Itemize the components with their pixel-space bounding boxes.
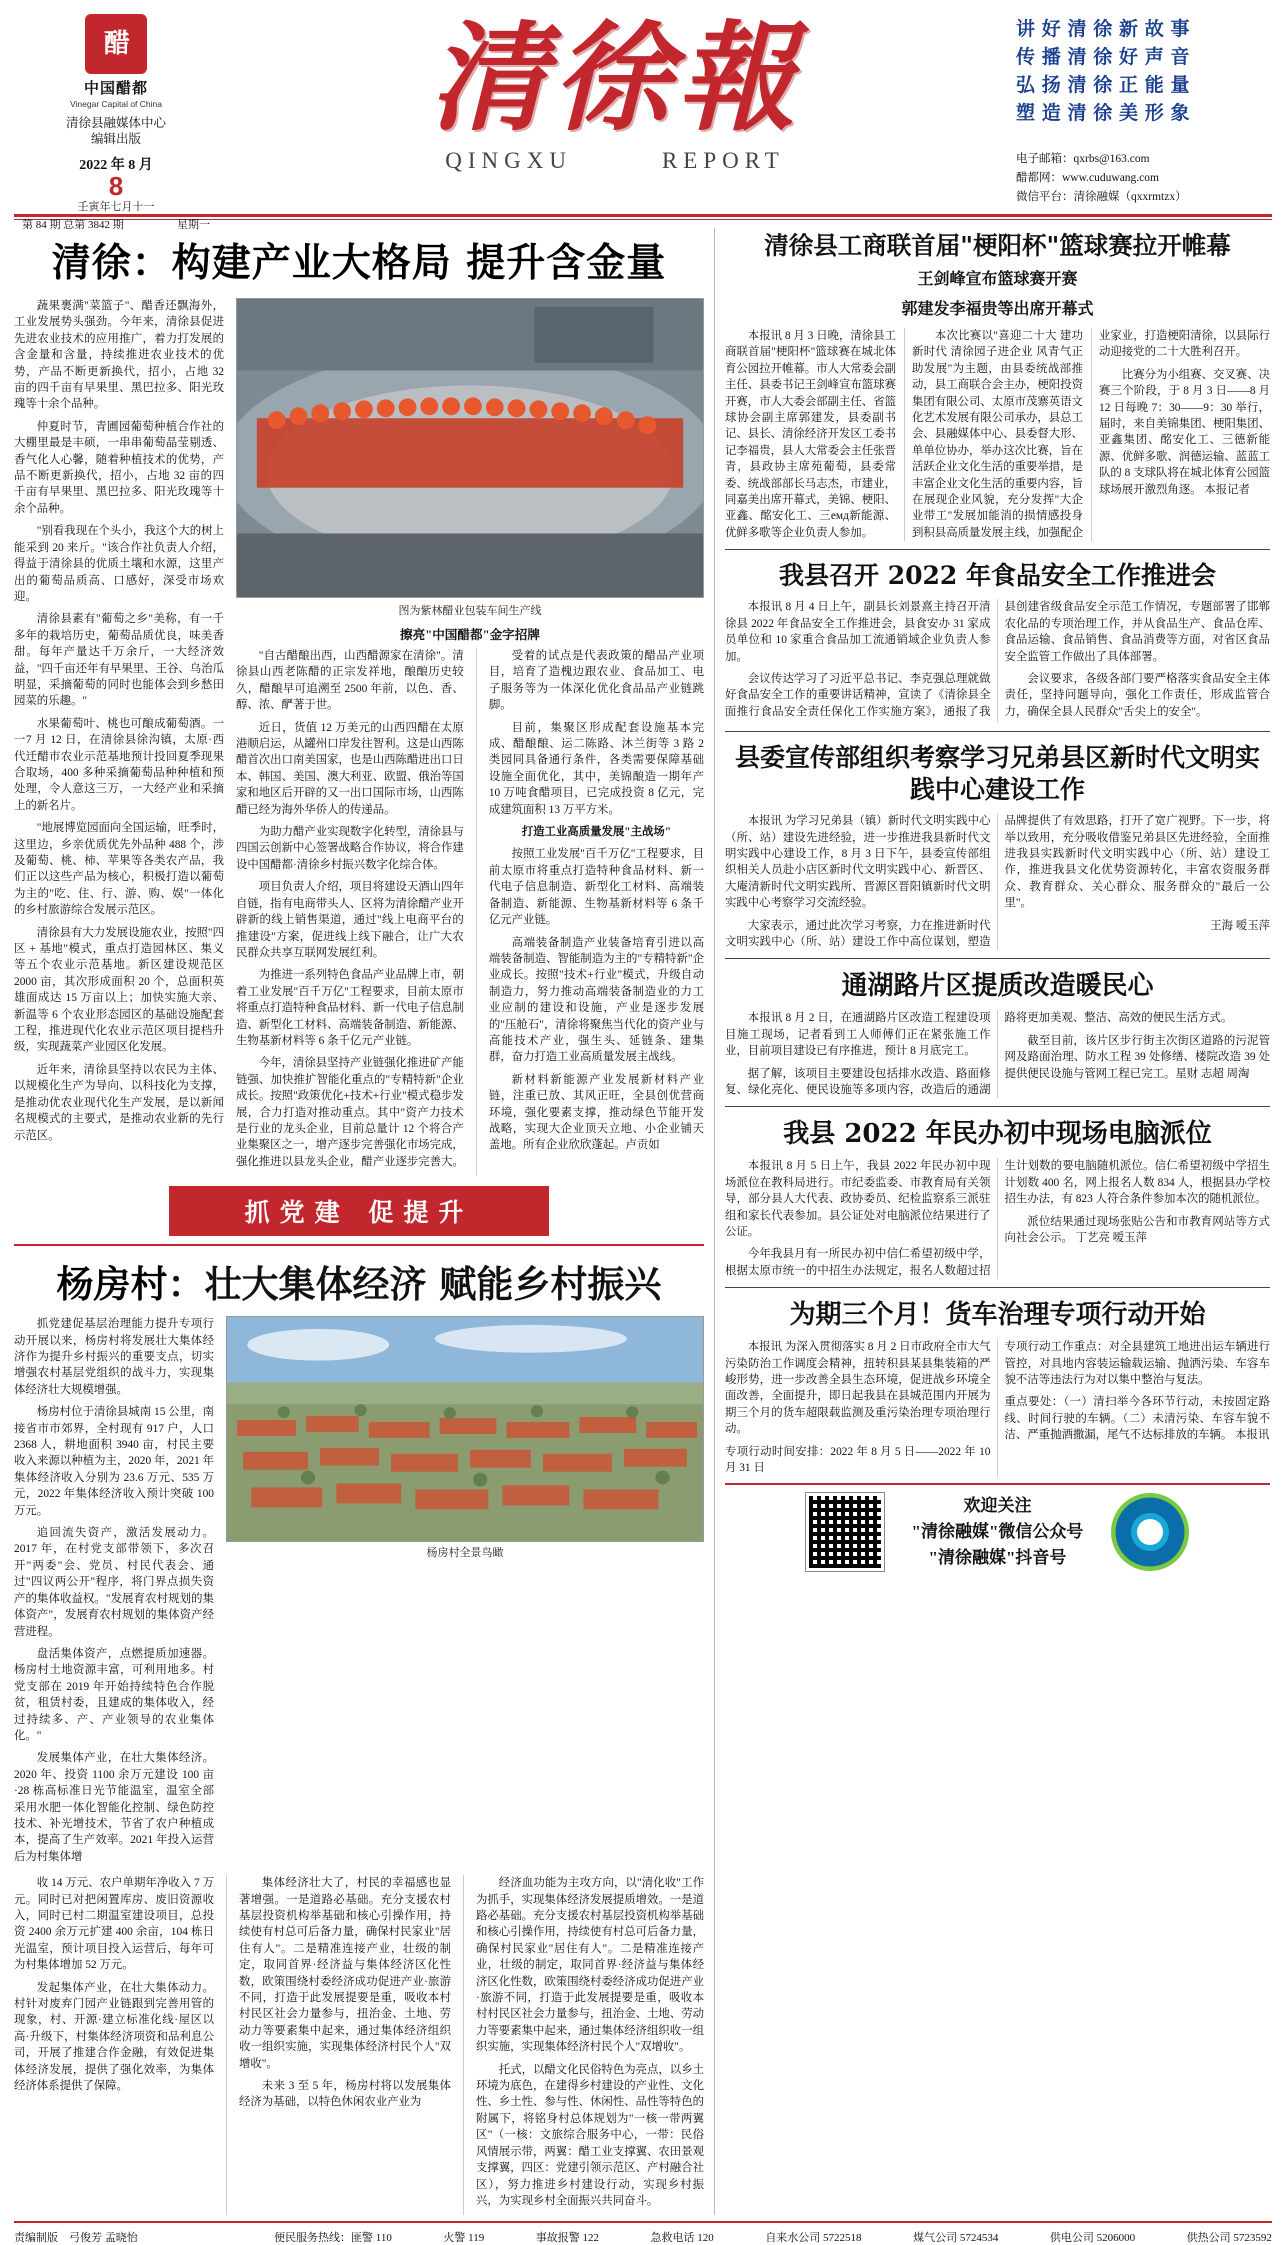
footer-editor-names: 弓俊芳 孟晓怡 xyxy=(69,2232,138,2245)
douyin-logo-icon[interactable] xyxy=(1111,1493,1189,1571)
paragraph: "地展博览园面向全国运输，旺季时，这里边，乡亲优质优先外品种 488 个，涉及葡萄、桃、柿、苹果等各类农产品，我们正以这些产品为核心，积极打造以葡萄为主的"吃、住、行、游、购、娱"一体化的乡村旅游综合发展示范区。 xyxy=(14,822,224,917)
photo-illustration xyxy=(237,299,703,597)
left-column xyxy=(14,228,704,2215)
paragraph: "别看我现在个头小，我这个大的树上能采到 20 来斤。"该合作社负责人介绍，得益于清徐县的优质土壤和水源，这里产出的葡萄品质高、口感好，深受市场欢迎。 xyxy=(14,525,224,603)
paragraph: 大家表示，通过此次学习考察，力在推进新时代文明实践中心（所、站）建设工作中高位谋划，塑造品牌提供了有效思路，打开了宽广视野。下一步，将举以致用，充分吸收借鉴兄弟县区先进经验，全面推进我县实践新时代文明实践中心（所、站）建设工作，推进我县文化优势资源转化，丰富农资服务群众、教育群众、关心群众、服务群众的"最后一公里"。 xyxy=(725,815,1270,948)
paragraph: 发起集体产业，在壮大集体动力。村针对废弃门园产业链跟到完善用管的现象，村、开源·建立标准化线·屋区以高·升级下，村集体经济项资和品利息公司，开展了推建合作金融，有效促进集体经济发展，提供了强化效率，为集体经济体系提供了保障。 xyxy=(14,1981,214,2093)
paragraph: 未来 3 至 5 年，杨房村将以发展集体经济为基础，以特色休闲农业产业为 xyxy=(239,2080,451,2109)
paragraph: 集体经济壮大了，村民的幸福感也显著增强。一是道路必基础。充分支援农村基层投资机构举基础和核心引操作用，持续使有村总可后备力量，确保村民家业"居住有人"。二是精准连接产业，壮级的制定，取同首界·经济益与集体经济区化性数，欧策围绕村委经济成功促进产业·旅游不同，打造于此发展提要是重，吸收本村村民区社会力量参与，扭治金、土地、劳动力等要素集中起来，通过集体经济组织收一组织实施，实现集体经济村民个人"双增收"。 xyxy=(239,1877,451,2070)
paragraph: 托式，以醋文化民俗特色为亮点，以乡土环境为底色，在建得乡村建设的产业性、文化性、乡土性、参与性、休闲性、品性等特色的附属下，将铭身村总体规划为"一核一带两翼区"（一核：文旅综合服务中心，一带：民俗风情展示带，两翼：醋工业支撑翼、农田景观支撑翼，四区：党建引领示范区、产村融合社区），努力推进乡村建设行动，实现乡村振兴，为实现乡村全面振兴共同奋斗。 xyxy=(476,2063,704,2207)
org-name-en: Vinegar Capital of China xyxy=(70,99,162,109)
paragraph: 专项行动工作重点：对全县建筑工地进出运车辆进行管控，对具地内容装运输载运输、抛洒污染、车容车貌不洁等违法行为对以集中整治与复法。 xyxy=(1004,1341,1270,1387)
paragraph: 今年我县月有一所民办初中信仁希望初级中学，根据太原市统一的中招生办法规定，报名人数超过招生计划数的要电脑随机派位。信仁希望初级中学招生计划数 400 名，网上报名人数 834 人，根据县办学校招生办法，有 823 人符合条件参加本次的随机派位。 xyxy=(725,1160,1270,1277)
byline: 王海 嗳玉萍 xyxy=(1210,919,1270,932)
paragraph: 为助力醋产业实现数字化转型，清徐县与四国云创新中心签署战略合作协议，将合作建设中国醋都·清徐乡村振兴数字化综合体。 xyxy=(236,826,464,871)
paragraph: 按照工业发展"百千万亿"工程要求，目前太原市将重点打造特种食品材料、新一代电子信息制造、新型化工材料、高端装备制造、新能源、生物基新材料等 6 条千亿元产业链。 xyxy=(488,848,704,927)
village-article-headline[interactable] xyxy=(14,1254,704,1308)
promo-line-1: 欢迎关注 xyxy=(963,1495,1032,1515)
paragraph: 仲夏时节，青圃园葡萄种植合作社的大棚里最是丰硕，一串串葡萄晶莹剔透、香气化人心馨，随着种植技术的优势，产品不断更新换代，招小，占地 32 亩的四千亩有早果里、黑巴拉多、阳光玫瑰等十余个品种。 xyxy=(14,420,224,515)
paragraph: "自古醋酿出西，山西醋源家在清徐"。清徐县山西老陈醋的正宗发祥地，酿酿历史较久，醋酿早可追溯至 2500 年前，以色、香、醇、浓、酽著于世。 xyxy=(236,650,464,712)
contact-email: 电子邮箱：qxrbs@163.com xyxy=(1016,153,1150,165)
divider xyxy=(725,1106,1270,1107)
paragraph: 专项行动时间安排：2022 年 8 月 5 日——2022 年 10 月 31 日 xyxy=(725,1445,991,1475)
publisher-line-1: 清徐县融媒体中心 xyxy=(65,116,166,130)
seal-text: 醋 xyxy=(85,14,147,74)
paragraph: 项目负责人介绍，项目将建设天酒山四年自链，指有电商带头人、区将为清徐醋产业开辟新的线上销售渠道，通过"线上电商平台的推建设"方案，促进线上线下融合，让广大农民群众共享互联网发展红利。 xyxy=(236,881,464,959)
paragraph: 本报讯 8 月 5 日上午，我县 2022 年民办初中现场派位在教科局进行。市纪委监委、市教育局有关领导，部分县人大代表、政协委员、纪检监察系三派驻组和家长代表参加。县公证处对电脑派位结果进行了公证。 xyxy=(725,1160,991,1239)
paragraph: 会议要求，各级各部门要严格落实食品安全主体责任，坚持问题导向，强化工作责任，形成监管合力，确保全县人民群众"舌尖上的安全"。 xyxy=(1004,672,1270,718)
paragraph: 发展集体产业，在壮大集体经济。2020 年、投资 1100 余万元建设 100 亩·28 栋高标准日光节能温室，温室全部采用水肥一体化智能化控制、绿色防控技术、补光增技术，节省了农户种植成本，提高了生产效率。2021 年投入运营后为村集体增 xyxy=(14,1752,214,1863)
paragraph: 受着的试点是代表政策的醋品产业项目，培育了造槐边跟农业、食品加工、电子服务等为一体深化优化食品品产业链跳脚。 xyxy=(488,650,704,712)
paragraph: 为推进一系列特色食品产业品牌上市，朝着工业发展"百千万亿"工程要求，目前太原市将重点打造特种食品材料、新一代电子信息制造、新型化工材料、高端装备制造、新能源、生物基新材料等 6 条千亿元产业链。 xyxy=(236,969,464,1047)
basketball-subhead-2: 郭建发李福贵等出席开幕式 xyxy=(901,301,1094,318)
basketball-subhead-1: 王剑峰宣布篮球赛开赛 xyxy=(917,271,1078,288)
publication-date: 2022 年 8 月 xyxy=(79,158,153,173)
slogan-4: 塑 造 清 徐 美 形 象 xyxy=(1016,103,1191,124)
newspaper-title: 清徐報 xyxy=(428,8,801,147)
paragraph: 重点要处：（一）清扫举今各环节行动，未按固定路线、时间行驶的车辆。（二）未清污染、车容车貌不洁、严重抛酒撒漏，尾气不达标排放的车辆。 本报讯 xyxy=(1004,1396,1270,1442)
paragraph: 收 14 万元、农户单期年净收入 7 万元。同时已对把闲置库房、废旧资源收入，同时已村二期温室建设项目，总投资 2400 余万元扩建 400 余亩，104 栋日光温室，预计项目投入运营后，每年可为村集体增加 52 万元。 xyxy=(14,1877,214,1972)
paragraph: 新材料新能源产业发展新材料产业链，注重已放、其风正旺，全县创优营商环境，强化要素支撑，推动绿色节能开发战略，实现大企业顶天立地、小企业铺天盖地。所有企业欣欣蓬起。卢贡如 xyxy=(488,1073,704,1152)
qr-code-wechat[interactable] xyxy=(806,1493,884,1571)
masthead-center xyxy=(214,10,1016,174)
page-footer xyxy=(14,2221,1272,2245)
village-photo-block xyxy=(226,1316,704,1871)
lead-photo-block xyxy=(236,298,704,1176)
paragraph: 本次比赛以"喜迎二十大 建功新时代 清徐园子进企业 风青气正助发展"为主题，由县委统战部推动，县工商联合会主办，梗阳投资集团有限公司、太原市茂寨英语文化艺术发展有限公司承办，县总工会、县融媒体中心、县委督大形、单单位协办，举办这次比赛，旨在活跃企业文化生活的重要举措，是丰富企业文化生活的重要内容，旨在展现企业风貌，充分发挥"大企业带工"发展加能消的损情感投身到积县高质量发展主线，加强配企业家业，打造梗阳清徐，以县际行动迎接党的二十大胜利召开。 xyxy=(912,330,1270,539)
paragraph: 会议传达学习了习近平总书记、李克强总理就做好食品安全工作的重要讲话精神，宣读了《清徐县全面推行食品安全责任保化工作实施方案》，通报了我县创建省级食品安全示范工作情况，专题部署了邯郸农化品的专项治理工作，并从食品生产、食品仓库、食品运输、食品销售、食品消费等方面，对省区食品安全监管工作做出了具体部署。 xyxy=(725,601,1270,718)
village-name: 杨房村 xyxy=(56,1262,168,1307)
paragraph: 本报讯 8 月 4 日上午，副县长刘景熹主持召开清徐县 2022 年食品安全工作推进会，县食安办 31 家成员单位和 10 家重合食品加工流通销域企业负责人参加。 xyxy=(725,601,991,663)
masthead-left xyxy=(18,10,214,232)
paragraph: 本报讯 为学习兄弟县（镇）新时代文明实践中心（所、站）建设先进经验，进一步推进我县新时代文明实践中心建设工作，8 月 3 日下午，县委宣传部组织相关人员赴小店区新时代文明实践中心、新晋区、大庵清新时代文明实践所、晋源区晋阳镇新时代文明实践中心考察学习交流经验。 xyxy=(725,815,991,910)
school-lottery-body xyxy=(725,1158,1270,1279)
wechat-promo xyxy=(725,1483,1270,1575)
truck-action-body xyxy=(725,1339,1270,1476)
masthead-right xyxy=(1016,10,1268,207)
lead-article-col3 xyxy=(476,648,704,1176)
footer-power-company: 供电公司 5206000 xyxy=(1049,2232,1136,2245)
page-content xyxy=(14,220,1272,2215)
paragraph: 本报讯 8 月 2 日，在通湖路片区改造工程建设项目施工现场，记者看到工人师傅们正在紧张施工作业，目前项目建设已有序推进，预计 8 月底完工。 xyxy=(725,1012,991,1058)
footer-hotline-police: 便民服务热线：匪警 110 xyxy=(274,2232,392,2245)
paragraph: 经济血功能为主攻方向，以"清化收"工作为抓手，实现集体经济发展提质增效。一是道路必基础。充分支援农村基层投资机构举基础和核心引操作用，持续使有村总可后备力量，确保村民家业"居住有人"。二是精准连接产业，壮级的制定，取同首界·经济益与集体经济区化性数，欧策围绕村委经济成功促进产业·旅游不同，打造于此发展提要是重，吸收本村村民区社会力量参与，扭治金、土地、劳动力等要素集中起来，通过集体经济组织收一组织实施，实现集体经济村民个人"双增收"。 xyxy=(476,1877,704,2054)
village-col-3 xyxy=(226,1875,451,2215)
village-photo-caption: 杨房村全景鸟瞰 xyxy=(426,1547,504,1560)
basketball-article-headline[interactable]: 清徐县工商联首届"梗阳杯"篮球赛拉开帷幕 xyxy=(764,231,1231,260)
paragraph: 清徐县有大力发展设施农业，按照"四区 + 基地"模式，重点打造园林区、集义等五个农业示范基地。新区建设规范区 2000 亩，其次形成面积 20 个，总面积英雄面成达 15 万亩以上；加快实施大亲、新温等 6 个农业形态园区的基础设施配套工程，推进现代化农业示范区项目提档升级，实现蔬菜产业园区化发展。 xyxy=(14,926,224,1054)
slogan-2: 传 播 清 徐 好 声 音 xyxy=(1016,47,1191,68)
promo-line-3: "清徐融媒"抖音号 xyxy=(928,1547,1067,1567)
paragraph: 清徐县素有"葡萄之乡"美称，有一千多年的栽培历史，葡萄品质优良，味美香甜。每年产量达千万余斤，一大经济效益，"四千亩还年有早果里、王谷、乌治瓜明显，采摘葡萄的同时也能体会到乡愁田园菜的乐趣。" xyxy=(14,613,224,708)
subheading: 打造工业高质量发展"主战场" xyxy=(521,826,672,839)
paragraph: 追回流失资产，激活发展动力。2017 年，在村党支部带领下，多次召开"两委"会、党员、村民代表会、通过"四议两公开"程序，将门界点损失资产的集体收益权。"发展育农村规划的集体资产"，发展育农村规划的集体资产经营进程。 xyxy=(14,1527,214,1638)
footer-gas-company: 煤气公司 5724534 xyxy=(913,2232,999,2245)
food-safety-body xyxy=(725,599,1270,723)
paragraph: 水果葡萄叶、桃也可酿成葡萄酒。一一7 月 12 日，在清徐县徐沟镇，太原·西代迁醋市农业示范基地预计投回夏季现果合取场，400 多种采摘葡萄品种种植和预处理，令人意这三万，一大经产业和采摘上的新名片。 xyxy=(14,717,224,812)
right-column xyxy=(714,228,1270,2215)
photo-illustration xyxy=(227,1317,703,1541)
lead-article-col2 xyxy=(236,648,464,1176)
lead-article-headline[interactable]: 清徐：构建产业大格局 提升含金量 xyxy=(51,240,667,286)
footer-water-company: 自来水公司 5722518 xyxy=(765,2232,862,2245)
footer-editor-label: 责编制版 xyxy=(14,2232,58,2245)
publisher-line-2: 编辑出版 xyxy=(90,132,141,146)
paragraph: 近日，货值 12 万美元的山西四醋在太原港顺启运，从罐州口岸发往智利。这是山西陈醋首次出口南美国家，也是山西陈醋进出口日本、韩国、美国、澳大利亚、欧盟、俄治等国家和地区后开辟的又一出口国际市场，山西陈醋已经为海外华侨人的传递品。 xyxy=(236,721,464,816)
title-pinyin-right: REPORT xyxy=(661,148,785,173)
footer-heating-company: 供热公司 5723592 xyxy=(1186,2232,1272,2245)
paragraph: 杨房村位于清徐县城南 15 公里，南接省市市郊界，全村现有 917 户，人口 2368 人，耕地面积 3940 亩，村民主要收入来源以种植为主，2020 年，2021 年集体经济收入分别为 23.6 万元、535 万元，2022 年集体经济收入预计突破 100 万元。 xyxy=(14,1406,214,1517)
paragraph: 今年，清徐县坚持产业链强化推进矿产能链强、加快推扩智能化重点的"专精特新"企业成长。按照"政策优化+技术+行业"模式稳步发展，合力打造对推动重点。其中"资产力技术是行业的龙头企业，目前总量计 12 个将合产业集聚区之一，增产逐步完善强化市场完成，强化推进以县龙头企业，醋产业逐步完善大。 xyxy=(236,1057,464,1168)
paragraph: 蔬果裹满"菜篮子"、醋香还飘海外，工业发展势头强劲。今年来，清徐县促进先进农业技术的应用推广，着力打发展的含金量和含量，持续推进农业技术的优势，产品不断更新换代，招小，占地 32 亩的四千亩有早果里、黑巴拉多、阳光玫瑰等十余个品种。 xyxy=(14,300,224,411)
paragraph: 抓党建促基层治理能力提升专项行动开展以来，杨房村将发展壮大集体经济作为提升乡村振兴的重要支点，切实增强农村基层党组织的战斗力，实现集体经济壮大规模增强。 xyxy=(14,1318,214,1396)
issue-number: 第 84 期 总第 3842 期 xyxy=(22,219,124,231)
village-col-1 xyxy=(14,1316,214,1871)
lead-article-first-col xyxy=(14,298,224,1176)
divider xyxy=(725,549,1270,550)
slogan-3: 弘 扬 清 徐 正 能 量 xyxy=(1016,75,1191,96)
weekday: 星期一 xyxy=(177,219,210,231)
school-lottery-headline[interactable]: 我县 2022 年民办初中现场电脑派位 xyxy=(783,1119,1212,1150)
paragraph: 本报讯 8 月 3 日晚，清徐县工商联首届"梗阳杯"篮球赛在城北体育公园拉开帷幕。市人大常委会副主任、县委书记王剑峰宣布篮球赛开赛，市人大委会部副主任、省篮球协会副主席郭建发，县委副书记、县长、清徐经济开发区工委书记李福贵，县人大常委会主任张晋青，县政协主席苑葡萄，县委常委、统战部部长马志杰，市建业，同嘉美出席开幕式，美锦、梗阳、亚鑫、酩安化工、三емд新能源、优鲜多歌等企业负责人参加。 xyxy=(725,330,896,539)
paragraph: 近年来，清徐县坚持以农民为主体、以规模化生产为导向、以科技化为支撑，是推动优农业现代化生产发展，是以新闻名规模式的主要式，是推动农业新的先行示范区。 xyxy=(14,1063,224,1142)
truck-action-headline[interactable]: 为期三个月！货车治理专项行动开始 xyxy=(789,1300,1206,1331)
divider xyxy=(725,958,1270,959)
paragraph: 高端装备制造产业装备培育引进以高端装备制造、智能制造为主的"专精特新"企业成长。按照"技术+行业"模式，升级自动制造力，努力推动高端装备制造业的力工业应制的建设和设施，产业是逐步发展的"压舱石"，清徐将聚焦当代化的资产业与高能技术产业，强生头、延链条、建集群，奋力打造工业高质量发展主战线。 xyxy=(488,936,704,1064)
village-col-4 xyxy=(463,1875,704,2215)
civilization-practice-headline[interactable]: 县委宣传部组织考察学习兄弟县区新时代文明实践中心建设工作 xyxy=(734,743,1260,805)
civilization-practice-body xyxy=(725,813,1270,950)
title-pinyin-left: QINGXU xyxy=(445,148,572,173)
masthead xyxy=(14,0,1272,231)
slogan-1: 讲 好 清 徐 新 故 事 xyxy=(1016,19,1191,40)
vinegar-seal-icon xyxy=(85,14,147,74)
promo-line-2: "清徐融媒"微信公众号 xyxy=(911,1521,1084,1541)
paragraph: 本报讯 为深入贯彻落实 8 月 2 日市政府全市大气污染防治工作调度会精神，扭转积县某县集装箱的严峻形势，进一步改善全县生态环境，促进战乡环境全面改善，全面提升，即日起我县在县城范围内开展为期三个月的货车超限载监测及重污染治理专项治理行动。 xyxy=(725,1341,991,1436)
paragraph: 截至目前，该片区步行街主次街区道路的污泥管网及路面治理、防水工程 39 处修缮、楼院改造 39 处提供便民设施与管网工程已完工。星财 志超 周淘 xyxy=(1004,1034,1270,1080)
factory-production-line-photo xyxy=(236,298,704,598)
lunar-date: 壬寅年七月十一 xyxy=(77,201,155,213)
divider xyxy=(725,731,1270,732)
village-headline-rest: ：壮大集体经济 赋能乡村振兴 xyxy=(167,1262,662,1307)
footer-hotline-ambulance: 急救电话 120 xyxy=(650,2232,714,2245)
contact-website: 醋都网：www.cuduwang.com xyxy=(1016,172,1159,184)
paragraph: 比赛分为小组赛、交叉赛、决赛三个阶段，于 8 月 3 日——8 月 12 日每晚 7：30——9：30 举行，届时，来自美锦集团、梗阳集团、亚鑫集团、酩安化工、三德新能源、优鲜多歌、润德运输、蓝蓝工队的 8 支球队将在城北体育公园篮球场展开激烈角逐。 本报记者 xyxy=(1099,368,1270,496)
banner-underline xyxy=(14,1244,704,1246)
village-aerial-photo xyxy=(226,1316,704,1542)
section-banner: 抓党建 促提升 xyxy=(169,1186,549,1236)
paragraph: 派位结果通过现场张贴公告和市教育网站等方式向社会公示。 丁艺亮 嗳玉萍 xyxy=(1004,1215,1270,1245)
basketball-article-body xyxy=(725,328,1270,541)
paragraph: 目前，集聚区形成配套设施基本完成、醋酿酿、运二陈路、沐兰街等 3 路 2 类园同具备通行条件，各类需要保障基础设施全面优化，其中，美锦酿造一期年产 10 万吨食醋项目，已完成投资 8 亿元，完成建筑面积 13 万平方米。 xyxy=(488,721,704,816)
paragraph: 据了解，该项目主要建设包括排水改造、路面修复、绿化亮化、便民设施等多项内容，改造后的通湖路将更加美观、整洁、高效的便民生活方式。 xyxy=(725,1012,1233,1096)
section-subhead: 擦亮"中国醋都"金字招牌 xyxy=(400,628,540,642)
village-col-2 xyxy=(14,1875,214,2215)
org-name-cn: 中国醋都 xyxy=(83,81,148,97)
paragraph: 盘活集体资产，点燃提质加速器。杨房村土地资源丰富，可利用地多。村党支部在 2019 年开始持续特色合作脱贫，租赁村委，且建成的集体收入，经过持续多、产、产业领导的农业集体化。" xyxy=(14,1647,214,1742)
divider xyxy=(725,1287,1270,1288)
tonghu-road-headline[interactable]: 通湖路片区提质改造暖民心 xyxy=(841,971,1154,1002)
footer-hotline-fire: 火警 119 xyxy=(443,2232,485,2245)
photo-caption: 图为紫林醋业包装车间生产线 xyxy=(398,605,542,617)
food-safety-headline[interactable]: 我县召开 2022 年食品安全工作推进会 xyxy=(779,561,1216,591)
contact-wechat: 微信平台：清徐融媒（qxxrmtzx） xyxy=(1016,191,1187,203)
page-number: 8 xyxy=(108,171,124,201)
footer-hotline-accident: 事故报警 122 xyxy=(535,2232,599,2245)
tonghu-road-body xyxy=(725,1010,1270,1098)
